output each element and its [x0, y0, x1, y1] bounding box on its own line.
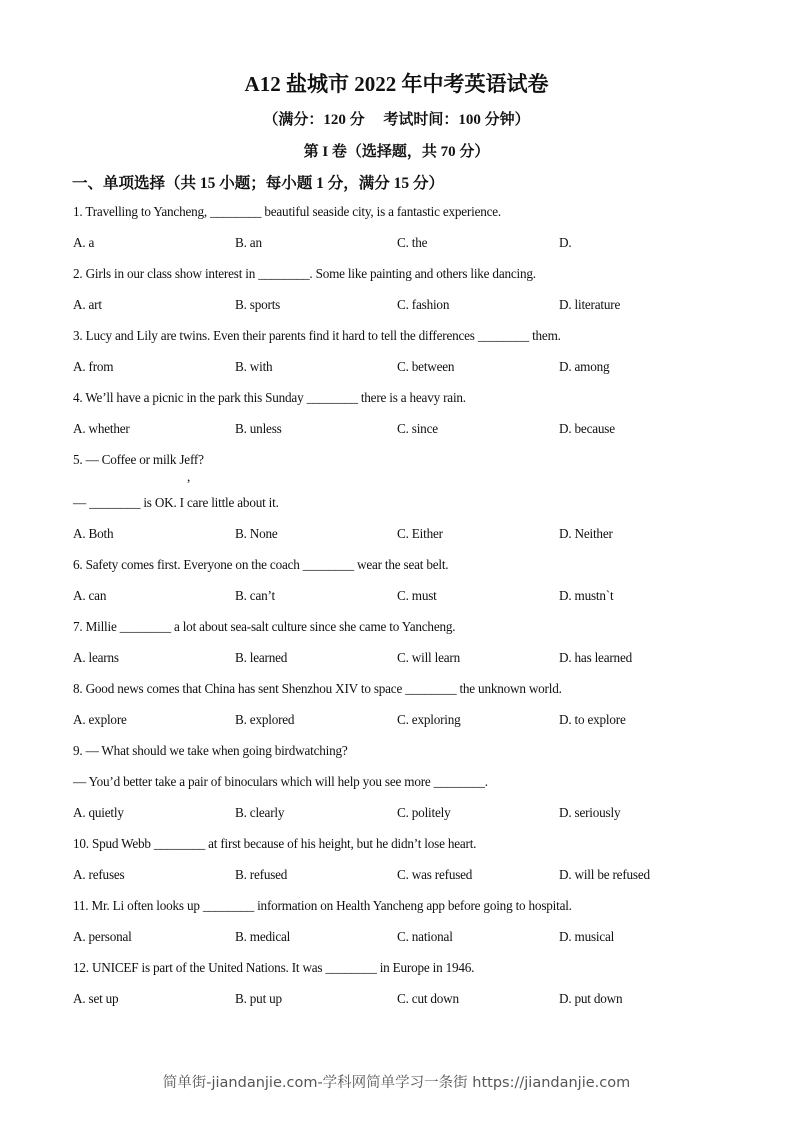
answer-option: A. refuses — [73, 867, 125, 882]
answer-option: C. between — [397, 359, 455, 374]
question-text: 2. Girls in our class show interest in ________. Some like painting and others like dancing. — [73, 266, 536, 281]
answer-option: C. fashion — [397, 297, 450, 312]
answer-option: A. learns — [73, 650, 119, 665]
section-heading: 一、单项选择（共 15 小题；每小题 1 分，满分 15 分） — [72, 175, 445, 192]
answer-option: B. explored — [235, 712, 295, 727]
answer-option: D. Neither — [559, 526, 613, 541]
question-text: 12. UNICEF is part of the United Nations. It was ________ in Europe in 1946. — [73, 960, 475, 975]
question-text: 7. Millie ________ a lot about sea-salt culture since she came to Yancheng. — [73, 619, 456, 634]
question-text: 10. Spud Webb ________ at first because of his height, but he didn’t lose heart. — [73, 836, 477, 851]
answer-option: B. unless — [235, 421, 282, 436]
answer-option: B. learned — [235, 650, 288, 665]
answer-option: D. seriously — [559, 805, 621, 820]
answer-option: B. an — [235, 235, 262, 250]
question-text: 1. Travelling to Yancheng, ________ beautiful seaside city, is a fantastic experience. — [73, 204, 502, 219]
answer-options — [73, 928, 753, 959]
exam-title: A12 盐城市 2022 年中考英语试卷 — [244, 72, 549, 96]
answer-option: D. has learned — [559, 650, 632, 665]
question-text: 4. We’ll have a picnic in the park this Sunday ________ there is a heavy rain. — [73, 390, 466, 405]
answer-option: B. with — [235, 359, 273, 374]
answer-option: D. put down — [559, 991, 623, 1006]
answer-options — [73, 649, 753, 680]
answer-option: D. musical — [559, 929, 615, 944]
answer-option: C. the — [397, 235, 428, 250]
answer-option: B. medical — [235, 929, 291, 944]
answer-option: A. personal — [73, 929, 132, 944]
question-text-main: 5. — Coffee or milk Jeff? — [73, 452, 204, 467]
answer-option: A. a — [73, 235, 95, 250]
answer-option: A. art — [73, 297, 102, 312]
answer-option: C. was refused — [397, 867, 473, 882]
answer-options — [73, 420, 753, 451]
answer-option: D. mustn`t — [559, 588, 614, 603]
answer-option: D. — [559, 235, 572, 250]
stray-comma: , — [187, 469, 191, 484]
exam-subtitle: （满分：120 分 考试时间：100 分钟） — [263, 112, 530, 128]
answer-option: A. explore — [73, 712, 127, 727]
answer-option: D. will be refused — [559, 867, 650, 882]
question-text: 9. — What should we take when going birdwatching? — [73, 743, 348, 758]
answer-option: B. can’t — [235, 588, 275, 603]
question-text-reply: — You’d better take a pair of binoculars which will help you see more ________. — [73, 774, 488, 789]
answer-option: B. refused — [235, 867, 288, 882]
answer-option: C. will learn — [397, 650, 460, 665]
answer-option: A. from — [73, 359, 114, 374]
answer-option: D. to explore — [559, 712, 626, 727]
answer-options — [73, 296, 753, 327]
answer-option: A. whether — [73, 421, 130, 436]
answer-option: C. must — [397, 588, 437, 603]
answer-options — [73, 804, 753, 835]
answer-option: B. None — [235, 526, 278, 541]
answer-option: A. Both — [73, 526, 114, 541]
answer-option: C. politely — [397, 805, 451, 820]
answer-option: C. cut down — [397, 991, 459, 1006]
question-text-reply: — ________ is OK. I care little about it. — [73, 495, 279, 510]
question-text: 3. Lucy and Lily are twins. Even their parents find it hard to tell the differences ________ them. — [73, 328, 561, 343]
answer-option: A. quietly — [73, 805, 124, 820]
answer-option: C. national — [397, 929, 453, 944]
answer-options — [73, 587, 753, 618]
answer-option: B. sports — [235, 297, 281, 312]
answer-option: C. exploring — [397, 712, 461, 727]
answer-options — [73, 358, 753, 389]
answer-option: D. literature — [559, 297, 621, 312]
answer-options — [73, 990, 753, 1021]
answer-options — [73, 866, 753, 897]
question-text: 11. Mr. Li often looks up ________ information on Health Yancheng app before going to hospital. — [73, 898, 572, 913]
answer-option: C. since — [397, 421, 438, 436]
footer-watermark: 简单街-jiandanjie.com-学科网简单学习一条街 https://jiandanjie.com — [162, 1075, 631, 1091]
answer-option: D. because — [559, 421, 615, 436]
question-text: 6. Safety comes first. Everyone on the coach ________ wear the seat belt. — [73, 557, 449, 572]
part-heading: 第 I 卷（选择题，共 70 分） — [303, 144, 490, 160]
answer-options — [73, 525, 753, 556]
question-text — [73, 451, 753, 494]
answer-option: D. among — [559, 359, 610, 374]
answer-options — [73, 234, 753, 265]
answer-option: A. can — [73, 588, 107, 603]
answer-option: C. Either — [397, 526, 443, 541]
question-text: 8. Good news comes that China has sent Shenzhou XIV to space ________ the unknown world. — [73, 681, 562, 696]
question-list — [73, 203, 753, 1021]
answer-option: B. put up — [235, 991, 282, 1006]
answer-option: A. set up — [73, 991, 119, 1006]
answer-option: B. clearly — [235, 805, 285, 820]
answer-options — [73, 711, 753, 742]
